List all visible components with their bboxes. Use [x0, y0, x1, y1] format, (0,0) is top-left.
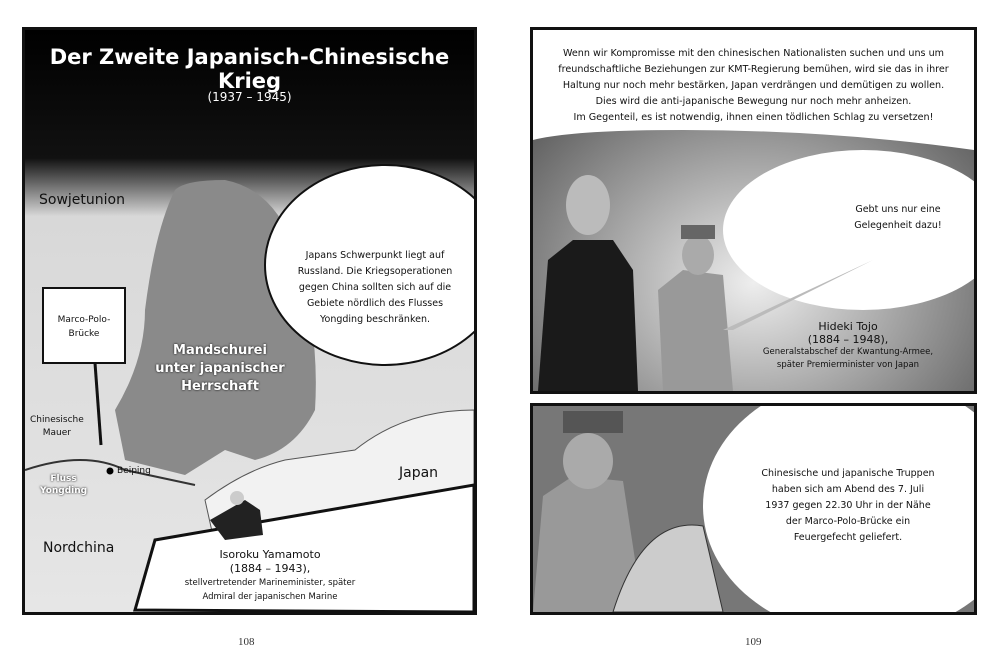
callout-marco-polo: Marco-Polo- Brücke: [57, 315, 111, 339]
label-beiping: Beiping: [117, 466, 151, 476]
label-sowjetunion: Sowjetunion: [39, 192, 125, 208]
label-nordchina: Nordchina: [43, 540, 115, 556]
map-panel: [22, 27, 477, 615]
label-fluss-yongding: Fluss Yongding: [40, 474, 88, 496]
page-title: Der Zweite Japanisch-Chinesische Krieg: [49, 45, 450, 93]
caption-yamamoto: Isoroku Yamamoto (1884 – 1943), stellvertretender Marineminister, später Admiral der japanischen Marine: [184, 548, 356, 602]
speech-bubble: Gebt uns nur eine Gelegenheit dazu!: [854, 204, 942, 231]
narration-text: Wenn wir Kompromisse mit den chinesischen Nationalisten suchen und uns um freundschaftliche Beziehungen zur KMT-Regierung bemühen, wird sie das in ihrer Haltung nur noch mehr bestärken, Japan verdrängen und demütigen zu wollen. Dies wird die anti-japanische Bewegung nur noch mehr anheizen. Im Gegenteil, es ist notwendig, ihnen einen tödlichen Schlag zu versetzen!: [558, 48, 949, 123]
speech-bubble: Japans Schwerpunkt liegt auf Russland. Die Kriegsoperationen gegen China sollten sich auf die Gebiete nördlich des Flusses Yongding beschränken.: [297, 250, 453, 325]
label-mandschurei: Mandschurei unter japanischer Herrschaft: [155, 343, 285, 394]
years: (1937 – 1945): [207, 90, 292, 104]
page-number-left: 108: [238, 636, 255, 648]
speech-bubble: Chinesische und japanische Truppen haben sich am Abend des 7. Juli 1937 gegen 22.30 Uhr in der Nähe der Marco-Polo-Brücke ein Feuergefecht geliefert.: [761, 468, 935, 543]
label-chinesische-mauer: Chinesische Mauer: [30, 415, 84, 438]
caption-tojo: Hideki Tojo (1884 – 1948), Generalstabschef der Kwantung-Armee, später Premierminister von Japan: [762, 320, 934, 370]
label-japan: Japan: [399, 465, 439, 481]
page-number-right: 109: [745, 636, 762, 648]
tojo-panel: [530, 27, 977, 394]
troops-panel: [530, 403, 977, 615]
